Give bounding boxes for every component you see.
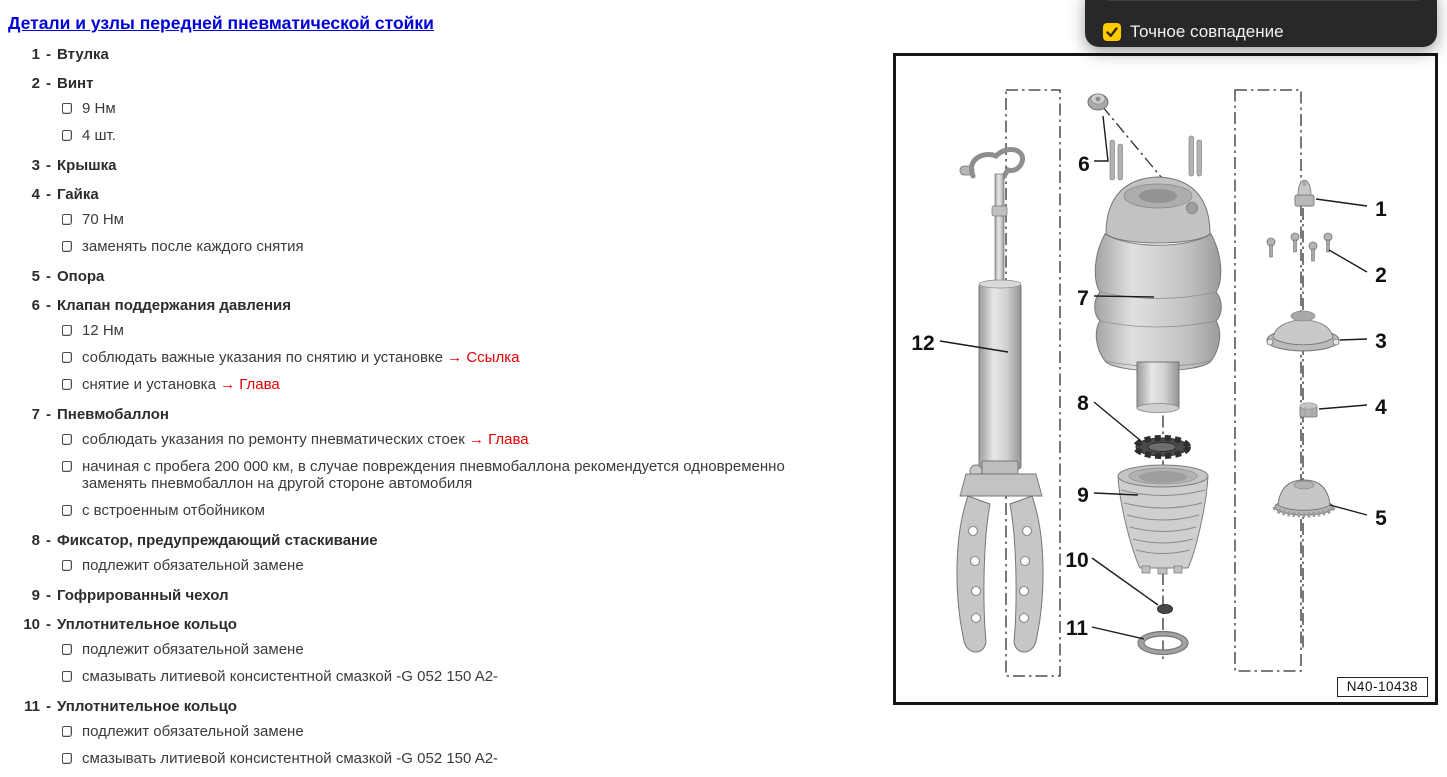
callout-number-5: 5 xyxy=(1375,507,1387,530)
callout-number-9: 9 xyxy=(1077,484,1089,507)
part-note-text: смазывать литиевой консистентной смазкой -G 052 150 A2- xyxy=(82,668,499,685)
callout-leader-4 xyxy=(1319,405,1367,409)
figure-number-label: N40-10438 xyxy=(1337,677,1428,697)
part-item-head xyxy=(8,157,876,174)
part-note-row xyxy=(62,668,876,685)
part-number: 9 xyxy=(31,587,40,604)
part-item-head xyxy=(8,46,876,63)
part-number: 3 xyxy=(31,157,40,174)
part-note-text: 12 Нм xyxy=(82,322,124,339)
find-panel xyxy=(1085,0,1437,47)
part-note-text: подлежит обязательной замене xyxy=(82,641,304,658)
callout-number-8: 8 xyxy=(1077,392,1089,415)
part-name: Клапан поддержания давления xyxy=(57,297,291,314)
reference-link[interactable]: → Глава xyxy=(220,376,280,393)
page-title-link[interactable]: Детали и узлы передней пневматической стойки xyxy=(8,13,434,33)
square-bullet-icon xyxy=(62,505,72,516)
part-item-head xyxy=(8,75,876,92)
support-plate-part3 xyxy=(1267,311,1339,351)
square-bullet-icon xyxy=(62,671,72,682)
part-number: 2 xyxy=(31,75,40,92)
callout-leader-11 xyxy=(1092,627,1144,639)
strut-diagram xyxy=(896,56,1435,702)
part-note-row xyxy=(62,458,876,492)
part-note-row xyxy=(62,431,876,448)
part-separator: - xyxy=(46,157,51,174)
part-separator: - xyxy=(46,186,51,203)
callout-number-10: 10 xyxy=(1065,549,1089,572)
part-separator: - xyxy=(46,698,51,715)
nut-part4 xyxy=(1300,403,1317,417)
screws-part2 xyxy=(1267,233,1332,261)
pressure-valve-part6 xyxy=(1088,94,1108,110)
callout-number-6: 6 xyxy=(1078,153,1090,176)
part-separator: - xyxy=(46,297,51,314)
square-bullet-icon xyxy=(62,461,72,472)
part-number: 6 xyxy=(31,297,40,314)
part-note-row xyxy=(62,100,876,117)
part-note-text: 9 Нм xyxy=(82,100,116,117)
callout-number-4: 4 xyxy=(1375,396,1387,419)
part-note-row xyxy=(62,349,876,366)
part-item-head xyxy=(8,698,876,715)
part-note-row xyxy=(62,641,876,658)
callout-number-11: 11 xyxy=(1065,617,1089,640)
cover-part5 xyxy=(1275,480,1333,515)
part-number: 11 xyxy=(24,698,40,715)
square-bullet-icon xyxy=(62,241,72,252)
part-name: Гайка xyxy=(57,186,99,203)
part-separator: - xyxy=(46,587,51,604)
part-name: Уплотнительное кольцо xyxy=(57,698,237,715)
air-spring-part7 xyxy=(1095,136,1222,413)
square-bullet-icon xyxy=(62,726,72,737)
callout-leader-3 xyxy=(1340,339,1367,340)
part-note-text: с встроенным отбойником xyxy=(82,502,265,519)
part-note-text: соблюдать указания по ремонту пневматических стоек → Глава xyxy=(82,431,529,448)
part-note-text: снятие и установка → Глава xyxy=(82,376,280,393)
part-item-head xyxy=(8,532,876,549)
clip-part10 xyxy=(1158,605,1173,614)
part-number: 8 xyxy=(31,532,40,549)
square-bullet-icon xyxy=(62,352,72,363)
part-separator: - xyxy=(46,616,51,633)
part-note-row xyxy=(62,750,876,767)
exact-match-row xyxy=(1103,22,1284,42)
callout-leader-5 xyxy=(1330,505,1367,515)
reference-link[interactable]: → Ссылка xyxy=(447,349,520,366)
part-separator: - xyxy=(46,75,51,92)
part-number: 4 xyxy=(31,186,40,203)
part-number: 1 xyxy=(31,46,40,63)
part-name: Пневмобаллон xyxy=(57,406,169,423)
part-separator: - xyxy=(46,532,51,549)
part-separator: - xyxy=(46,46,51,63)
square-bullet-icon xyxy=(62,103,72,114)
part-name: Втулка xyxy=(57,46,109,63)
dashdot-frame-right xyxy=(1235,90,1301,671)
callout-number-12: 12 xyxy=(911,332,935,355)
part-name: Фиксатор, предупреждающий стаскивание xyxy=(57,532,378,549)
part-note-row xyxy=(62,127,876,144)
part-name: Винт xyxy=(57,75,94,92)
callout-number-1: 1 xyxy=(1375,198,1387,221)
part-note-text: подлежит обязательной замене xyxy=(82,557,304,574)
part-item-head xyxy=(8,297,876,314)
square-bullet-icon xyxy=(62,325,72,336)
part-separator: - xyxy=(46,406,51,423)
callout-number-2: 2 xyxy=(1375,264,1387,287)
callout-leader-6 xyxy=(1094,116,1108,161)
part-name: Уплотнительное кольцо xyxy=(57,616,237,633)
callout-leader-8 xyxy=(1094,402,1141,441)
find-input[interactable] xyxy=(1101,0,1425,1)
part-note-row xyxy=(62,723,876,740)
exact-match-label[interactable]: Точное совпадение xyxy=(1130,22,1284,41)
part-item-head xyxy=(8,587,876,604)
callout-leader-7 xyxy=(1094,296,1154,297)
square-bullet-icon xyxy=(62,644,72,655)
part-note-row xyxy=(62,238,876,255)
part-note-text: начиная с пробега 200 000 км, в случае повреждения пневмобаллона рекомендуется одновременно заменять пневмобаллон на другой стороне автомобиля xyxy=(82,458,785,492)
part-name: Опора xyxy=(57,268,105,285)
callout-number-3: 3 xyxy=(1375,330,1387,353)
part-name: Гофрированный чехол xyxy=(57,587,229,604)
square-bullet-icon xyxy=(62,214,72,225)
square-bullet-icon xyxy=(62,434,72,445)
part-note-row xyxy=(62,211,876,228)
square-bullet-icon xyxy=(62,560,72,571)
square-bullet-icon xyxy=(62,753,72,764)
bellows-part9 xyxy=(1118,465,1208,574)
part-item-head xyxy=(8,186,876,203)
part-note-text: заменять после каждого снятия xyxy=(82,238,304,255)
part-item-head xyxy=(8,616,876,633)
part-note-row xyxy=(62,502,876,519)
diagram-frame xyxy=(893,53,1438,705)
part-number: 7 xyxy=(31,406,40,423)
parts-list xyxy=(8,46,876,767)
part-number: 10 xyxy=(23,616,40,633)
part-number: 5 xyxy=(31,268,40,285)
part-note-text: соблюдать важные указания по снятию и установке → Ссылка xyxy=(82,349,520,366)
shock-absorber-part12 xyxy=(957,149,1043,652)
document-content xyxy=(8,13,876,767)
part-item-head xyxy=(8,406,876,423)
part-note-row xyxy=(62,376,876,393)
square-bullet-icon xyxy=(62,379,72,390)
callout-leader-1 xyxy=(1316,199,1367,206)
part-note-text: подлежит обязательной замене xyxy=(82,723,304,740)
part-name: Крышка xyxy=(57,157,117,174)
checkmark-icon xyxy=(1105,25,1119,39)
part-note-row xyxy=(62,322,876,339)
part-note-text: 4 шт. xyxy=(82,127,116,144)
square-bullet-icon xyxy=(62,130,72,141)
retaining-ring-part8 xyxy=(1136,438,1188,456)
part-note-row xyxy=(62,557,876,574)
bushing-part1 xyxy=(1295,180,1314,206)
reference-link[interactable]: → Глава xyxy=(468,431,529,448)
callout-leader-2 xyxy=(1329,250,1367,272)
part-separator: - xyxy=(46,268,51,285)
part-item-head xyxy=(8,268,876,285)
exact-match-checkbox[interactable] xyxy=(1103,23,1121,41)
part-note-text: смазывать литиевой консистентной смазкой -G 052 150 A2- xyxy=(82,750,499,767)
part-note-text: 70 Нм xyxy=(82,211,124,228)
callout-number-7: 7 xyxy=(1077,287,1089,310)
